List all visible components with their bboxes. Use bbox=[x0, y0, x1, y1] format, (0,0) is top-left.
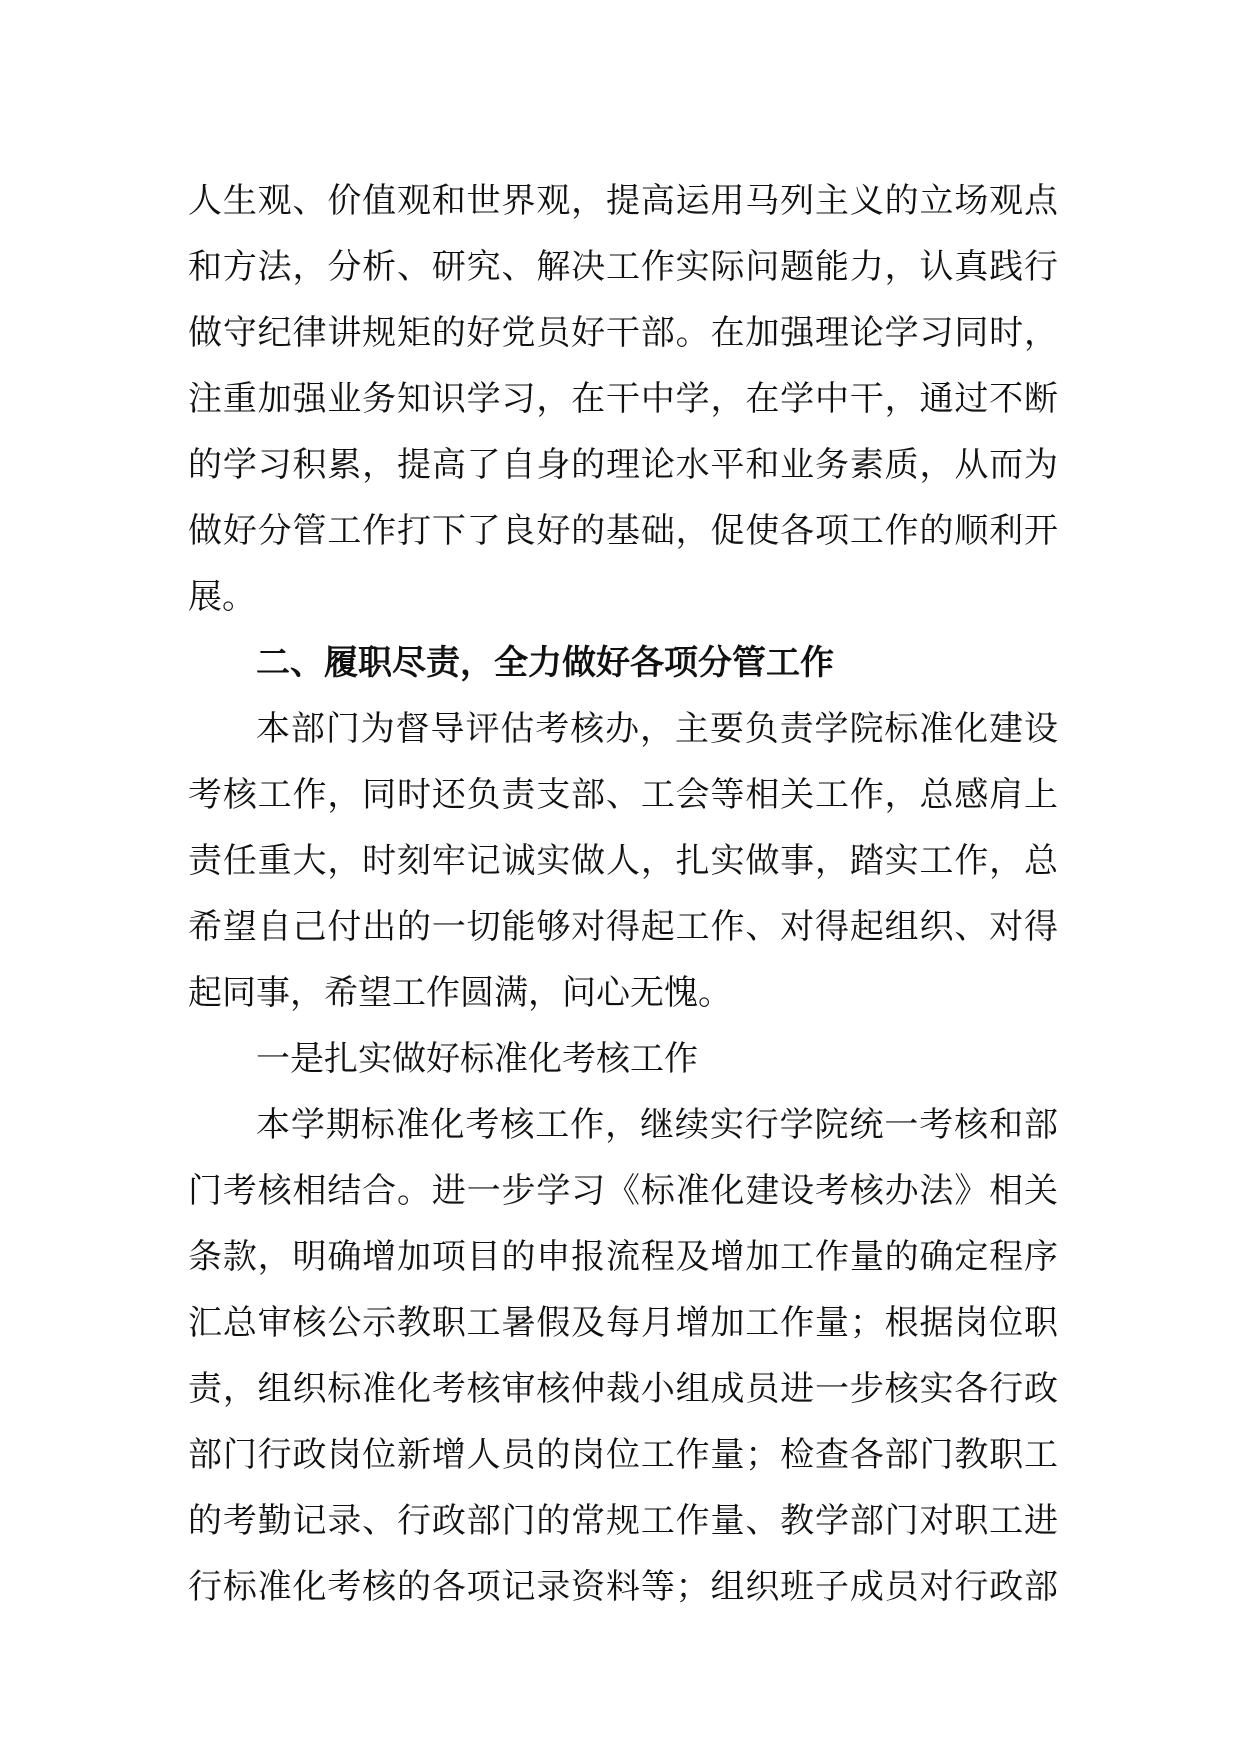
document-body bbox=[188, 168, 1058, 1620]
text-line: 汇总审核公示教职工暑假及每月增加工作量；根据岗位职 bbox=[188, 1303, 1058, 1343]
text-line: 的学习积累，提高了自身的理论水平和业务素质，从而为 bbox=[188, 445, 1058, 485]
text-line: 的考勤记录、行政部门的常规工作量、教学部门对职工进 bbox=[188, 1501, 1058, 1541]
text-line: 条款，明确增加项目的申报流程及增加工作量的确定程序 bbox=[188, 1237, 1058, 1277]
text-line: 希望自己付出的一切能够对得起工作、对得起组织、对得 bbox=[188, 907, 1058, 947]
text-line: 做守纪律讲规矩的好党员好干部。在加强理论学习同时， bbox=[188, 313, 1058, 353]
text-line: 人生观、价值观和世界观，提高运用马列主义的立场观点 bbox=[188, 181, 1058, 221]
text-line: 展。 bbox=[188, 577, 256, 617]
text-line: 门考核相结合。进一步学习《标准化建设考核办法》相关 bbox=[188, 1171, 1058, 1211]
text-line: 和方法，分析、研究、解决工作实际问题能力，认真践行 bbox=[188, 247, 1058, 287]
text-line: 部门行政岗位新增人员的岗位工作量；检查各部门教职工 bbox=[188, 1435, 1058, 1475]
text-line: 注重加强业务知识学习，在干中学，在学中干，通过不断 bbox=[188, 379, 1058, 419]
section-heading: 二、履职尽责，全力做好各项分管工作 bbox=[256, 643, 834, 683]
text-line: 本部门为督导评估考核办，主要负责学院标准化建设 bbox=[256, 709, 1058, 749]
text-line: 责任重大，时刻牢记诚实做人，扎实做事，踏实工作，总 bbox=[188, 841, 1058, 881]
text-line: 做好分管工作打下了良好的基础，促使各项工作的顺利开 bbox=[188, 511, 1058, 551]
text-line: 本学期标准化考核工作，继续实行学院统一考核和部 bbox=[256, 1105, 1058, 1145]
subsection-heading: 一是扎实做好标准化考核工作 bbox=[256, 1039, 698, 1079]
text-line: 行标准化考核的各项记录资料等；组织班子成员对行政部 bbox=[188, 1567, 1058, 1607]
text-line: 考核工作，同时还负责支部、工会等相关工作，总感肩上 bbox=[188, 775, 1058, 815]
text-line: 起同事，希望工作圆满，问心无愧。 bbox=[188, 973, 732, 1013]
text-line: 责，组织标准化考核审核仲裁小组成员进一步核实各行政 bbox=[188, 1369, 1058, 1409]
